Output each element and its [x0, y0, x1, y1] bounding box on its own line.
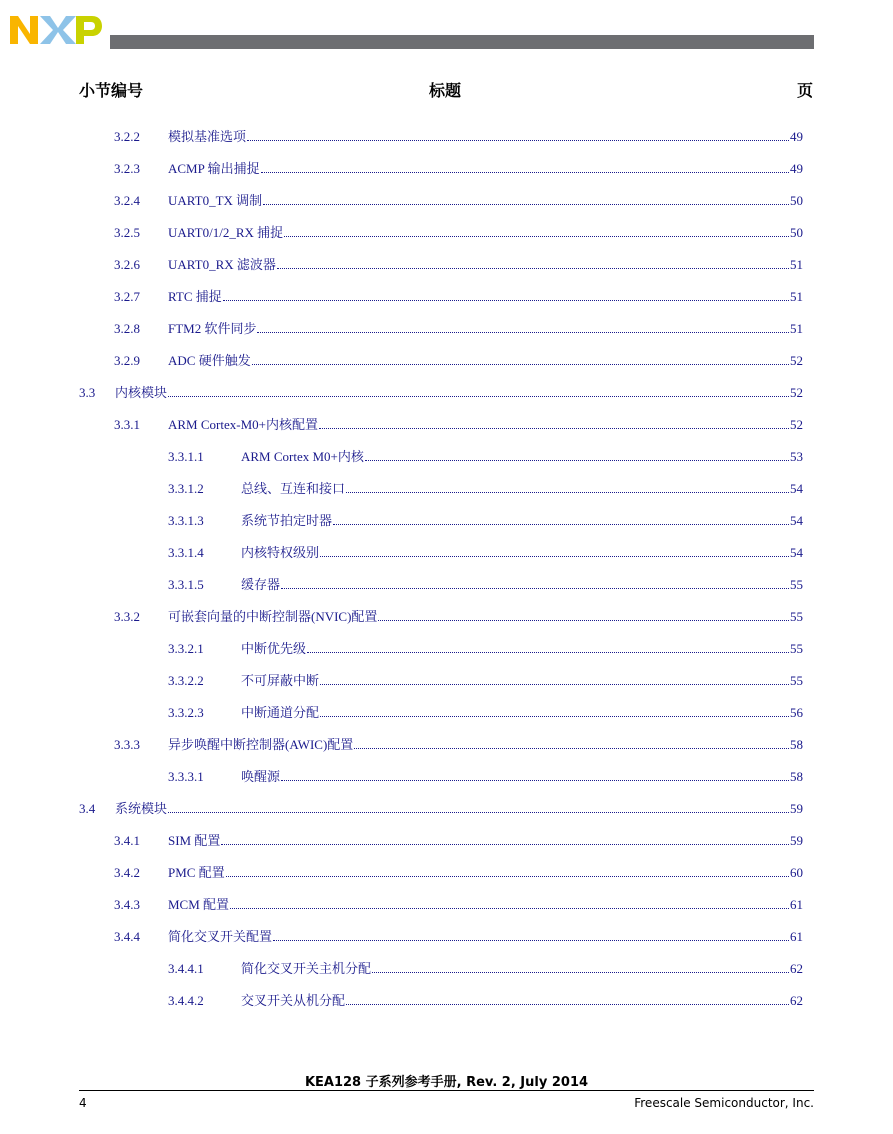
toc-entry[interactable]: [114, 894, 803, 914]
toc-entry-page: 51: [790, 321, 803, 336]
toc-entry-number: 3.3.2: [114, 609, 140, 624]
toc-entry[interactable]: [168, 702, 803, 722]
toc-leader-dots: [273, 930, 789, 941]
toc-leader-dots: [346, 482, 789, 493]
toc-entry[interactable]: [114, 926, 803, 946]
toc-entry-title: 模拟基准选项: [168, 129, 247, 144]
footer-divider: [79, 1090, 814, 1091]
toc-entry-page: 54: [790, 545, 803, 560]
toc-entry[interactable]: [114, 286, 803, 306]
toc-entry-number: 3.3.1.5: [168, 577, 204, 592]
toc-entry-number: 3.4.1: [114, 833, 140, 848]
toc-leader-dots: [247, 130, 789, 141]
nxp-logo: [10, 12, 102, 46]
toc-entry-number: 3.4.4.1: [168, 961, 204, 976]
toc-entry-number: 3.3.1.3: [168, 513, 204, 528]
toc-entry-number: 3.2.8: [114, 321, 140, 336]
toc-leader-dots: [320, 706, 789, 717]
toc-entry-page: 60: [790, 865, 803, 880]
toc-entry-page: 61: [790, 929, 803, 944]
toc-entry-number: 3.4.4.2: [168, 993, 204, 1008]
toc-entry[interactable]: [168, 670, 803, 690]
toc-leader-dots: [372, 962, 789, 973]
toc-entry-page: 50: [790, 193, 803, 208]
toc-entry-title: 内核模块: [115, 385, 168, 400]
toc-entry-page: 52: [790, 385, 803, 400]
toc-entry[interactable]: [114, 158, 803, 178]
toc-entry[interactable]: [114, 190, 803, 210]
toc-leader-dots: [252, 354, 789, 365]
toc-entry-title: UART0_RX 滤波器: [168, 257, 276, 272]
toc-entry-page: 56: [790, 705, 803, 720]
toc-leader-dots: [168, 386, 789, 397]
toc-entry-title: 总线、互连和接口: [241, 481, 346, 496]
toc-entry[interactable]: [168, 542, 803, 562]
toc-leader-dots: [354, 738, 789, 749]
toc-entry[interactable]: [79, 382, 803, 402]
toc-leader-dots: [284, 226, 789, 237]
toc-entry-number: 3.4: [79, 801, 96, 816]
toc-entry[interactable]: [168, 958, 803, 978]
toc-leader-dots: [277, 258, 789, 269]
toc-entry-title: 缓存器: [241, 577, 281, 592]
toc-entry-page: 62: [790, 993, 803, 1008]
toc-entry-number: 3.3.3: [114, 737, 140, 752]
toc-entry[interactable]: [114, 862, 803, 882]
toc-entry-number: 3.3.3.1: [168, 769, 204, 784]
toc-entry-title: 系统模块: [115, 801, 168, 816]
toc-entry[interactable]: [114, 830, 803, 850]
document-title: KEA128 子系列参考手册, Rev. 2, July 2014: [304, 1075, 589, 1090]
toc-entry-page: 58: [790, 737, 803, 752]
toc-entry-page: 53: [790, 449, 803, 464]
toc-leader-dots: [365, 450, 789, 461]
toc-entry[interactable]: [114, 318, 803, 338]
toc-entry-title: 内核特权级别: [241, 545, 320, 560]
toc-leader-dots: [263, 194, 789, 205]
toc-entry-page: 52: [790, 417, 803, 432]
toc-entry-page: 61: [790, 897, 803, 912]
toc-entry[interactable]: [168, 478, 803, 498]
toc-entry-page: 51: [790, 257, 803, 272]
toc-leader-dots: [226, 866, 789, 877]
toc-entry-number: 3.4.4: [114, 929, 140, 944]
toc-leader-dots: [223, 290, 789, 301]
toc-leader-dots: [168, 802, 789, 813]
toc-leader-dots: [257, 322, 789, 333]
toc-entry-page: 55: [790, 577, 803, 592]
toc-entry-number: 3.2.3: [114, 161, 140, 176]
toc-entry-title: 简化交叉开关主机分配: [241, 961, 372, 976]
toc-entry-number: 3.3.2.1: [168, 641, 204, 656]
toc-entry-number: 3.3.2.2: [168, 673, 204, 688]
toc-leader-dots: [281, 578, 789, 589]
toc-entry[interactable]: [114, 414, 803, 434]
toc-entry-title: 简化交叉开关配置: [168, 929, 273, 944]
toc-entry[interactable]: [114, 222, 803, 242]
toc-leader-dots: [378, 610, 789, 621]
toc-entry-title: 不可屏蔽中断: [241, 673, 320, 688]
toc-entry-title: ADC 硬件触发: [168, 353, 251, 368]
toc-leader-dots: [320, 546, 789, 557]
toc-leader-dots: [307, 642, 789, 653]
toc-entry-number: 3.2.5: [114, 225, 140, 240]
toc-entry-number: 3.3.2.3: [168, 705, 204, 720]
toc-entry[interactable]: [168, 766, 803, 786]
toc-entry-title: 可嵌套向量的中断控制器(NVIC)配置: [168, 609, 378, 624]
page-heading: 页: [797, 81, 814, 100]
toc-entry[interactable]: [168, 446, 803, 466]
toc-entry-page: 59: [790, 801, 803, 816]
toc-entry-title: UART0_TX 调制: [168, 193, 263, 208]
toc-entry-number: 3.3.1: [114, 417, 140, 432]
toc-entry-title: 中断通道分配: [241, 705, 320, 720]
page-number: 4: [79, 1096, 87, 1110]
toc-entry-number: 3.3.1.4: [168, 545, 204, 560]
toc-leader-dots: [346, 994, 789, 1005]
header-bar: [110, 35, 814, 49]
toc-entry-page: 59: [790, 833, 803, 848]
toc-entry[interactable]: [114, 254, 803, 274]
toc-entry[interactable]: [168, 574, 803, 594]
toc-entry-title: 中断优先级: [241, 641, 307, 656]
toc-entry-number: 3.4.2: [114, 865, 140, 880]
toc-entry-title: FTM2 软件同步: [168, 321, 257, 336]
toc-entry-page: 55: [790, 609, 803, 624]
toc-leader-dots: [230, 898, 789, 909]
toc-entry-page: 50: [790, 225, 803, 240]
toc-entry-title: UART0/1/2_RX 捕捉: [168, 225, 284, 240]
toc-entry[interactable]: [168, 990, 803, 1010]
toc-entry-title: 系统节拍定时器: [241, 513, 333, 528]
toc-entry[interactable]: [114, 734, 803, 754]
toc-leader-dots: [281, 770, 789, 781]
toc-entry-title: ARM Cortex-M0+内核配置: [168, 417, 318, 432]
toc-entry-title: ARM Cortex M0+内核: [241, 449, 364, 464]
toc-entry-page: 58: [790, 769, 803, 784]
toc-entry-page: 52: [790, 353, 803, 368]
toc-entry-title: ACMP 输出捕捉: [168, 161, 260, 176]
toc-entry-page: 54: [790, 513, 803, 528]
toc-entry-title: 异步唤醒中断控制器(AWIC)配置: [168, 737, 354, 752]
toc-entry-number: 3.2.7: [114, 289, 140, 304]
toc-entry-title: RTC 捕捉: [168, 289, 222, 304]
toc-entry-title: SIM 配置: [168, 833, 221, 848]
company-name: Freescale Semiconductor, Inc.: [634, 1096, 814, 1110]
toc-entry-title: PMC 配置: [168, 865, 225, 880]
toc-leader-dots: [319, 418, 789, 429]
section-number-heading: 小节编号: [79, 81, 144, 100]
toc-entry-title: 唤醒源: [241, 769, 281, 784]
toc-entry-title: 交叉开关从机分配: [241, 993, 346, 1008]
toc-entry-page: 49: [790, 161, 803, 176]
toc-entry-page: 62: [790, 961, 803, 976]
toc-entry-number: 3.2.6: [114, 257, 140, 272]
toc-entry-page: 55: [790, 641, 803, 656]
toc-entry[interactable]: [114, 606, 803, 626]
toc-entry[interactable]: [114, 350, 803, 370]
toc-entry[interactable]: [114, 126, 803, 146]
toc-entry-page: 51: [790, 289, 803, 304]
title-heading: 标题: [429, 81, 462, 100]
toc-entry-number: 3.3.1.2: [168, 481, 204, 496]
toc-leader-dots: [221, 834, 789, 845]
toc-entry-page: 55: [790, 673, 803, 688]
toc-entry-number: 3.2.4: [114, 193, 140, 208]
toc-entry-page: 54: [790, 481, 803, 496]
toc-entry-page: 49: [790, 129, 803, 144]
toc-entry[interactable]: [168, 510, 803, 530]
toc-entry-number: 3.4.3: [114, 897, 140, 912]
toc-leader-dots: [261, 162, 789, 173]
toc-entry-number: 3.2.9: [114, 353, 140, 368]
toc-entry[interactable]: [168, 638, 803, 658]
toc-entry-number: 3.3.1.1: [168, 449, 204, 464]
toc-leader-dots: [320, 674, 789, 685]
toc-entry-number: 3.2.2: [114, 129, 140, 144]
toc-entry-title: MCM 配置: [168, 897, 230, 912]
toc-leader-dots: [333, 514, 789, 525]
toc-entry[interactable]: [79, 798, 803, 818]
toc-entry-number: 3.3: [79, 385, 96, 400]
